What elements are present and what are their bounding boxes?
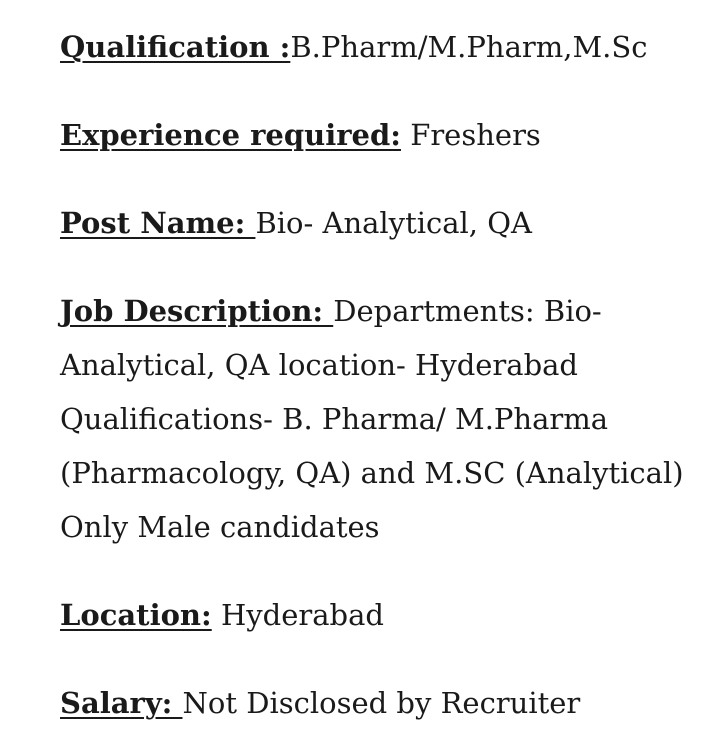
experience-value: Freshers — [400, 118, 541, 152]
location-value: Hyderabad — [211, 598, 384, 632]
location-label: Location: — [60, 598, 212, 632]
post-name-label: Post Name: — [60, 206, 256, 240]
qualification-field — [60, 20, 700, 74]
experience-field — [60, 108, 700, 162]
qualification-label: Qualification : — [60, 30, 291, 64]
qualification-value: B.Pharm/M.Pharm,M.Sc — [290, 30, 648, 64]
salary-label: Salary: — [60, 686, 183, 720]
salary-value: Not Disclosed by Recruiter — [182, 686, 581, 720]
salary-field — [60, 676, 700, 730]
experience-label: Experience required: — [60, 118, 401, 152]
post-name-field — [60, 196, 700, 250]
location-field — [60, 588, 700, 642]
job-description-field — [60, 284, 700, 554]
post-name-value: Bio- Analytical, QA — [255, 206, 532, 240]
job-description-label: Job Description: — [60, 294, 334, 328]
job-description-value: Departments: Bio-Analytical, QA location- Hyderabad Qualifications- B. Pharma/ M.Pharma (Pharmacology, QA) and M.SC (Analytical) Only Male candidates — [60, 294, 684, 544]
